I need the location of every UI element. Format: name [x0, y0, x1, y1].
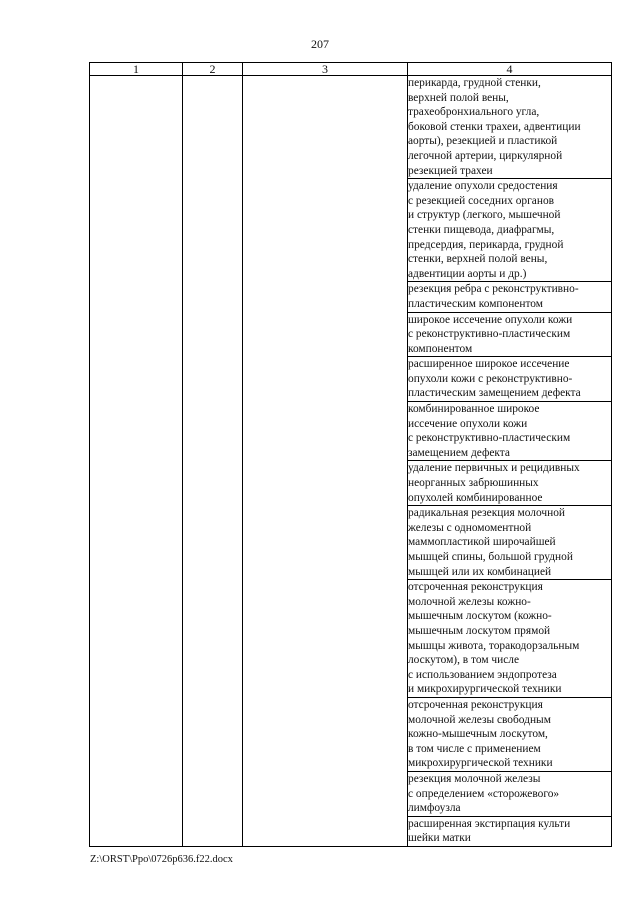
column-3-cell [243, 76, 408, 847]
procedure-line: широкое иссечение опухоли кожи [408, 313, 573, 326]
procedure-cell [408, 282, 612, 312]
procedure-line: и микрохирургической техники [408, 683, 562, 696]
procedure-line: стенки, верхней полой вены, [408, 253, 548, 266]
procedure-line: мышцей или их комбинацией [408, 565, 552, 578]
procedure-cell [408, 816, 612, 846]
procedure-line: в том числе с применением [408, 742, 541, 755]
procedure-line: отсроченная реконструкция [408, 698, 543, 711]
procedure-cell [408, 179, 612, 282]
procedure-line: резекция ребра с реконструктивно- [408, 283, 579, 296]
procedure-line: опухоли кожи с реконструктивно- [408, 372, 573, 385]
procedures-table [89, 62, 612, 847]
column-header-1: 1 [90, 63, 183, 76]
table-header-row [90, 63, 612, 76]
procedure-line: молочной железы кожно- [408, 595, 531, 608]
procedure-line: компонентом [408, 342, 473, 355]
procedure-line: замещением дефекта [408, 446, 510, 459]
procedure-line: шейки матки [408, 832, 471, 845]
procedure-cell [408, 312, 612, 357]
procedure-line: с реконструктивно-пластическим [408, 328, 571, 341]
procedure-line: легочной артерии, циркулярной [408, 149, 563, 162]
column-header-4: 4 [408, 63, 612, 76]
procedure-line: резекцией трахеи [408, 164, 493, 177]
procedure-line: микрохирургической техники [408, 757, 553, 770]
procedure-line: расширенная экстирпация культи [408, 817, 571, 830]
procedure-line: кожно-мышечным лоскутом, [408, 728, 548, 741]
procedure-line: опухолей комбинированное [408, 491, 543, 504]
procedure-line: железы с одномоментной [408, 521, 532, 534]
procedure-line: с резекцией соседних органов [408, 194, 555, 207]
column-1-cell [90, 76, 183, 847]
procedure-cell [408, 402, 612, 461]
procedure-line: резекция молочной железы [408, 772, 541, 785]
procedure-line: пластическим компонентом [408, 297, 543, 310]
column-header-2: 2 [183, 63, 243, 76]
procedure-line: расширенное широкое иссечение [408, 358, 570, 371]
procedure-line: неорганных забрюшинных [408, 477, 539, 490]
column-header-3: 3 [243, 63, 408, 76]
procedure-cell [408, 506, 612, 580]
procedure-line: молочной железы свободным [408, 713, 551, 726]
procedure-line: адвентиции аорты и др.) [408, 267, 527, 280]
page-number: 207 [311, 37, 329, 51]
procedure-line: отсроченная реконструкция [408, 581, 543, 594]
procedure-cell [408, 697, 612, 771]
procedure-line: пластическим замещением дефекта [408, 387, 581, 400]
procedure-line: предсердия, перикарда, грудной [408, 238, 564, 251]
procedure-cell [408, 76, 612, 179]
procedure-line: с определением «сторожевого» [408, 787, 560, 800]
procedure-line: аорты), резекцией и пластикой [408, 135, 558, 148]
procedure-line: иссечение опухоли кожи [408, 417, 528, 430]
procedure-cell [408, 771, 612, 816]
procedure-line: с использованием эндопротеза [408, 668, 557, 681]
table-row [90, 76, 612, 179]
column-2-cell [183, 76, 243, 847]
procedure-cell [408, 357, 612, 402]
procedure-line: удаление опухоли средостения [408, 180, 558, 193]
procedure-line: маммопластикой широчайшей [408, 536, 556, 549]
procedure-line: мышечным лоскутом (кожно- [408, 610, 552, 623]
procedure-line: трахеобронхиального угла, [408, 106, 540, 119]
file-path-footer: Z:\ORST\Ppo\0726p636.f22.docx [90, 854, 233, 865]
procedure-cell [408, 580, 612, 698]
procedure-cell [408, 461, 612, 506]
procedure-line: и структур (легкого, мышечной [408, 209, 561, 222]
procedure-line: мышцы живота, торакодорзальным [408, 639, 580, 652]
procedure-line: стенки пищевода, диафрагмы, [408, 223, 555, 236]
procedure-line: лимфоузла [408, 802, 461, 815]
procedure-line: верхней полой вены, [408, 91, 509, 104]
procedure-line: мышечным лоскутом прямой [408, 624, 551, 637]
procedure-line: радикальная резекция молочной [408, 507, 565, 520]
procedure-line: мышцей спины, большой грудной [408, 551, 573, 563]
procedure-line: боковой стенки трахеи, адвентиции [408, 120, 581, 133]
procedure-line: комбинированное широкое [408, 403, 540, 416]
procedure-line: перикарда, грудной стенки, [408, 77, 541, 89]
procedure-line: лоскутом), в том числе [408, 654, 519, 667]
procedure-line: удаление первичных и рецидивных [408, 462, 580, 475]
procedure-line: с реконструктивно-пластическим [408, 432, 571, 445]
